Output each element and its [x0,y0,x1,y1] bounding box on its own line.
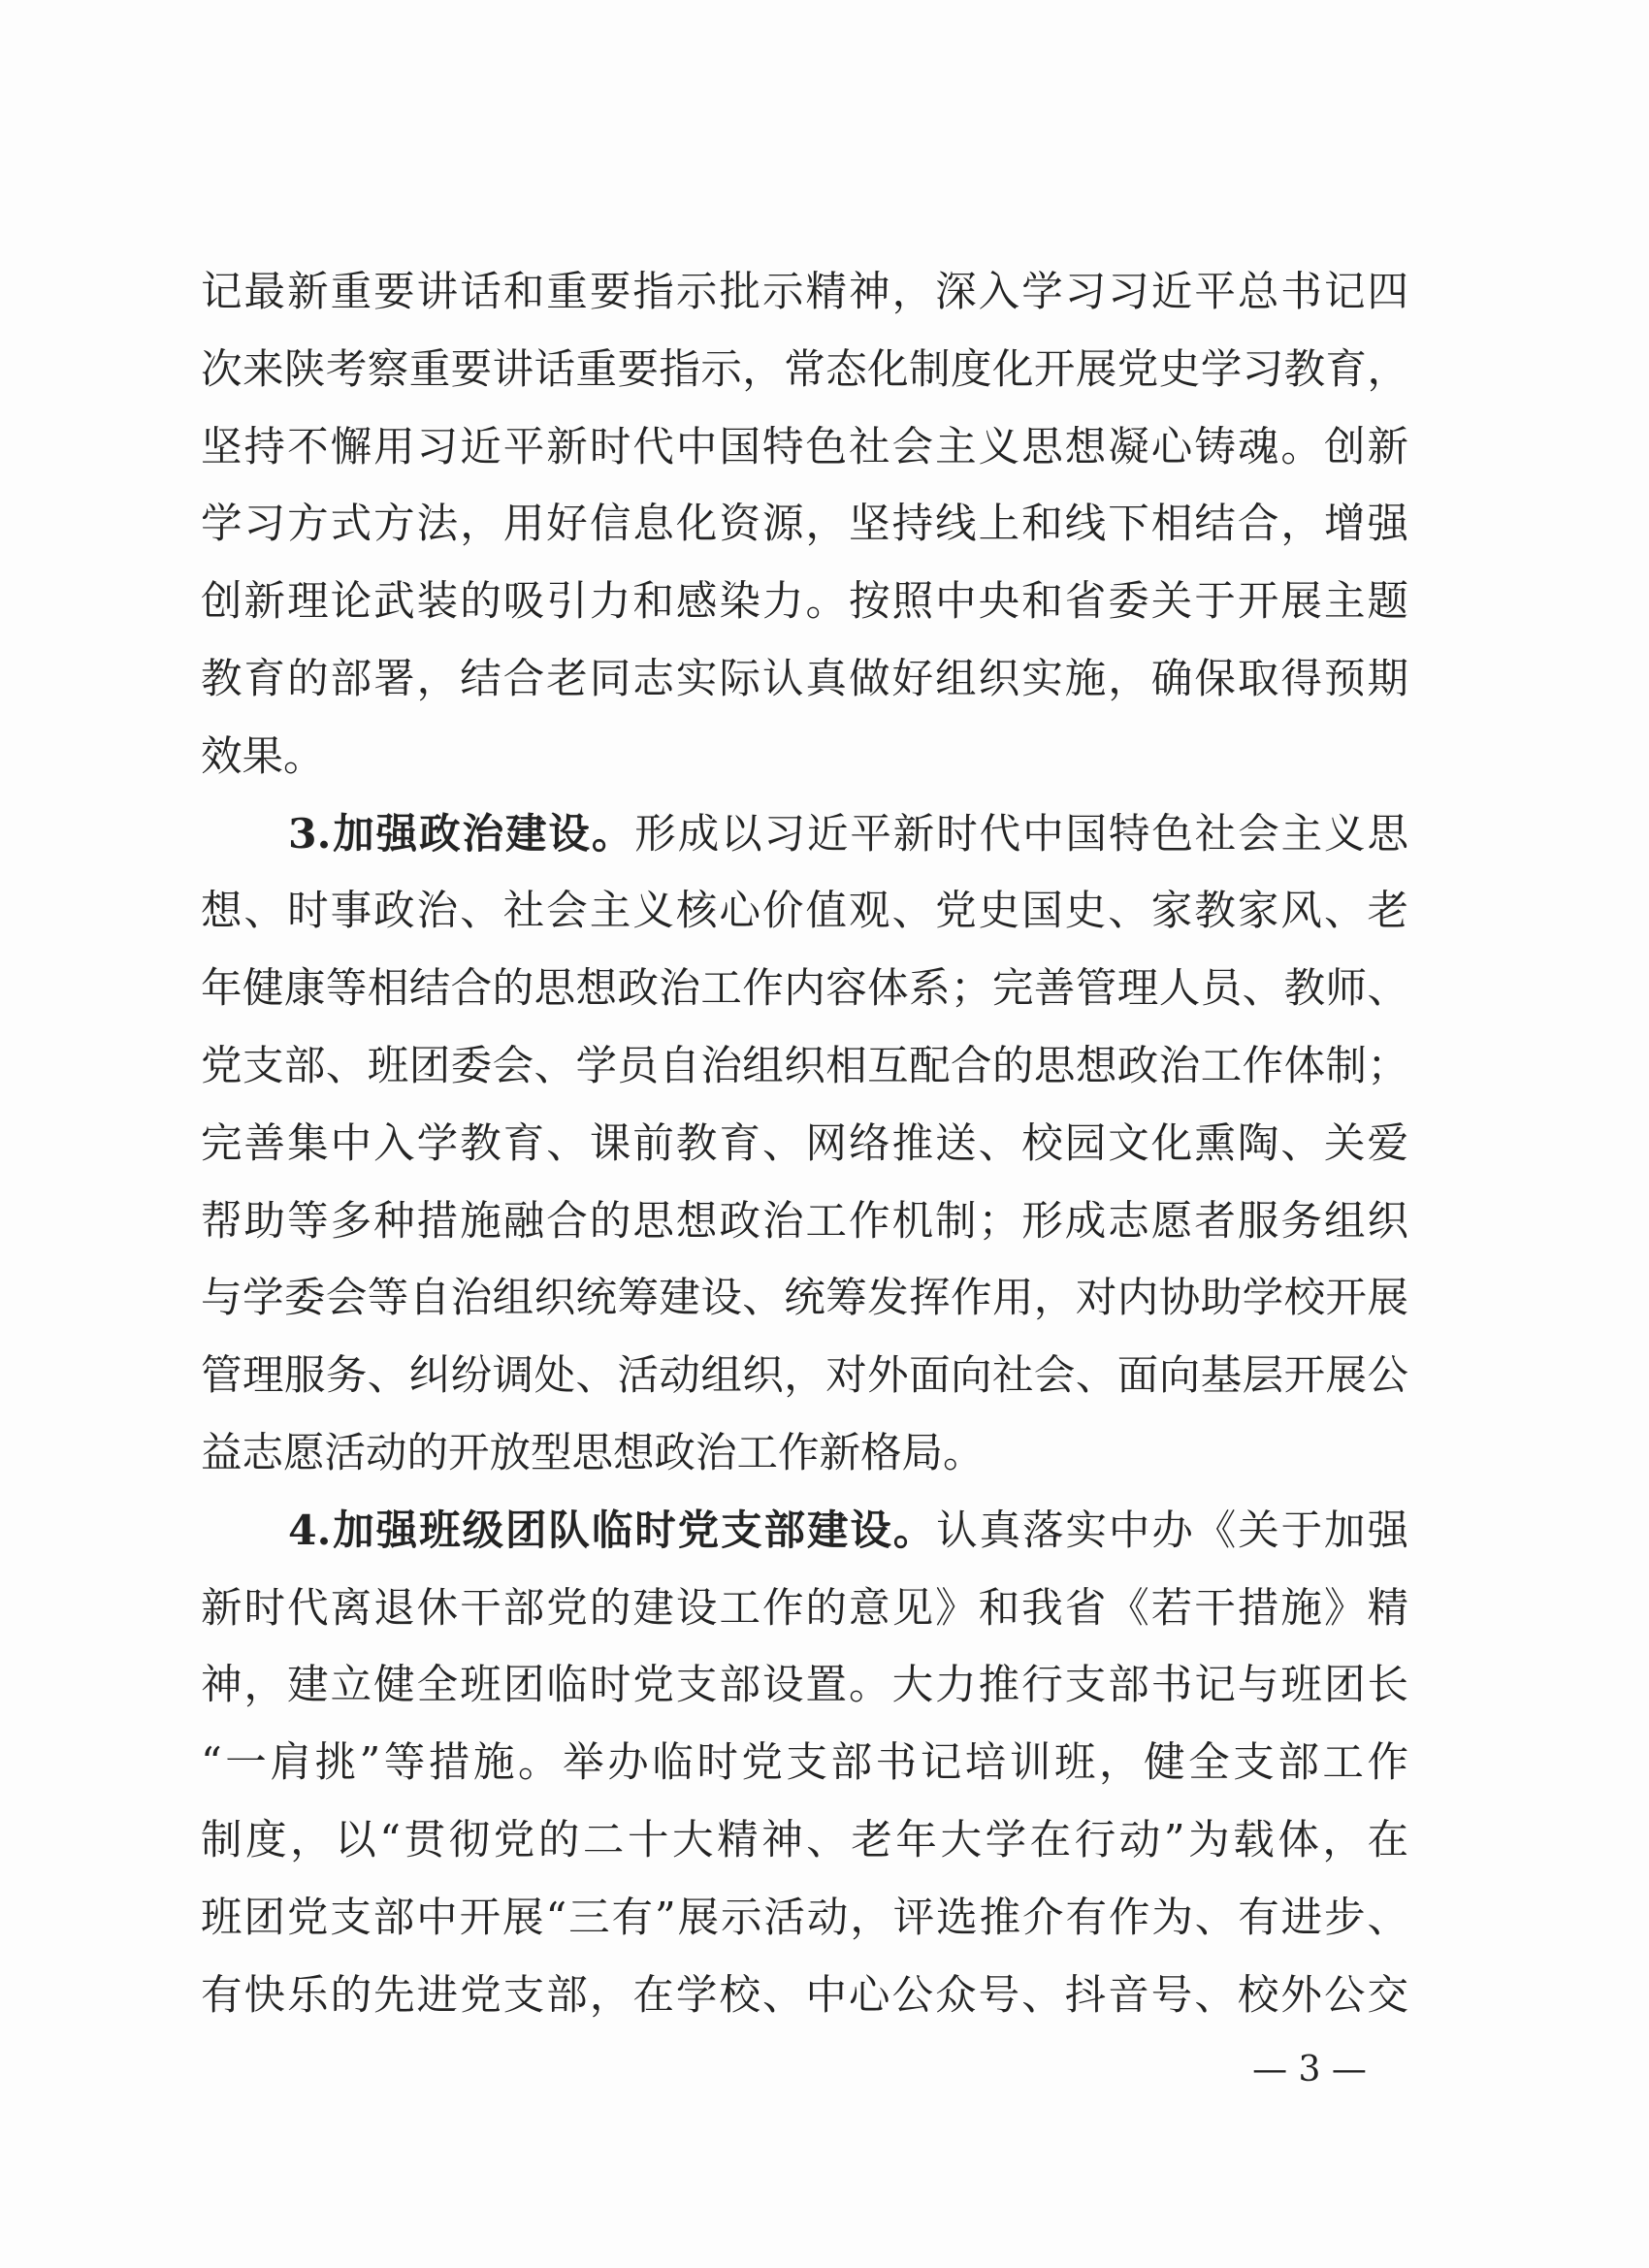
text-run: 形成以习近平新时代中国特色社会主义思 [634,810,1408,859]
text-line: 有快乐的先进党支部，在学校、中心公众号、抖音号、校外公交 [201,1971,1408,2020]
text-line: 班团党支部中开展“三有”展示活动，评选推介有作为、有进步、 [201,1894,1408,1942]
text-line: 党支部、班团委会、学员自治组织相互配合的思想政治工作体制； [201,1042,1408,1090]
text-line: 完善集中入学教育、课前教育、网络推送、校园文化熏陶、关爱 [201,1119,1408,1168]
paragraph-first-line [201,796,1408,874]
text-line: 神，建立健全班团临时党支部设置。大力推行支部书记与班团长 [201,1662,1408,1710]
text-run: 认真落实中办《关于加强 [936,1507,1408,1555]
text-line: 学习方式方法，用好信息化资源，坚持线上和线下相结合，增强 [201,501,1408,549]
section-heading: 3.加强政治建设。 [288,809,635,859]
paragraph-first-line [201,1493,1408,1571]
text-line: 创新理论武装的吸引力和感染力。按照中央和省委关于开展主题 [201,578,1408,627]
text-line: 管理服务、纠纷调处、活动组织，对外面向社会、面向基层开展公 [201,1352,1408,1401]
text-line: 新时代离退休干部党的建设工作的意见》和我省《若干措施》精 [201,1584,1408,1633]
section-heading: 4.加强班级团队临时党支部建设。 [288,1506,937,1555]
body-text [201,254,1408,2034]
text-line: 坚持不懈用习近平新时代中国特色社会主义思想凝心铸魂。创新 [201,423,1408,471]
text-line: 效果。 [201,732,325,781]
text-line: 想、时事政治、社会主义核心价值观、党史国史、家教家风、老 [201,888,1408,936]
text-line: 记最新重要讲话和重要指示批示精神，深入学习习近平总书记四 [201,269,1408,316]
text-line: 与学委会等自治组织统筹建设、统筹发挥作用，对内协助学校开展 [201,1275,1408,1323]
text-line: “一肩挑”等措施。举办临时党支部书记培训班，健全支部工作 [201,1739,1408,1788]
text-line: 益志愿活动的开放型思想政治工作新格局。 [201,1429,985,1477]
text-line: 帮助等多种措施融合的思想政治工作机制；形成志愿者服务组织 [201,1197,1408,1246]
page-number: — 3 — [1252,2050,1367,2090]
text-line: 教育的部署，结合老同志实际认真做好组织实施，确保取得预期 [201,655,1408,703]
text-line: 次来陕考察重要讲话重要指示，常态化制度化开展党史学习教育， [201,345,1408,394]
text-line: 年健康等相结合的思想政治工作内容体系；完善管理人员、教师、 [201,965,1408,1014]
text-line: 制度，以“贯彻党的二十大精神、老年大学在行动”为载体，在 [201,1816,1408,1864]
